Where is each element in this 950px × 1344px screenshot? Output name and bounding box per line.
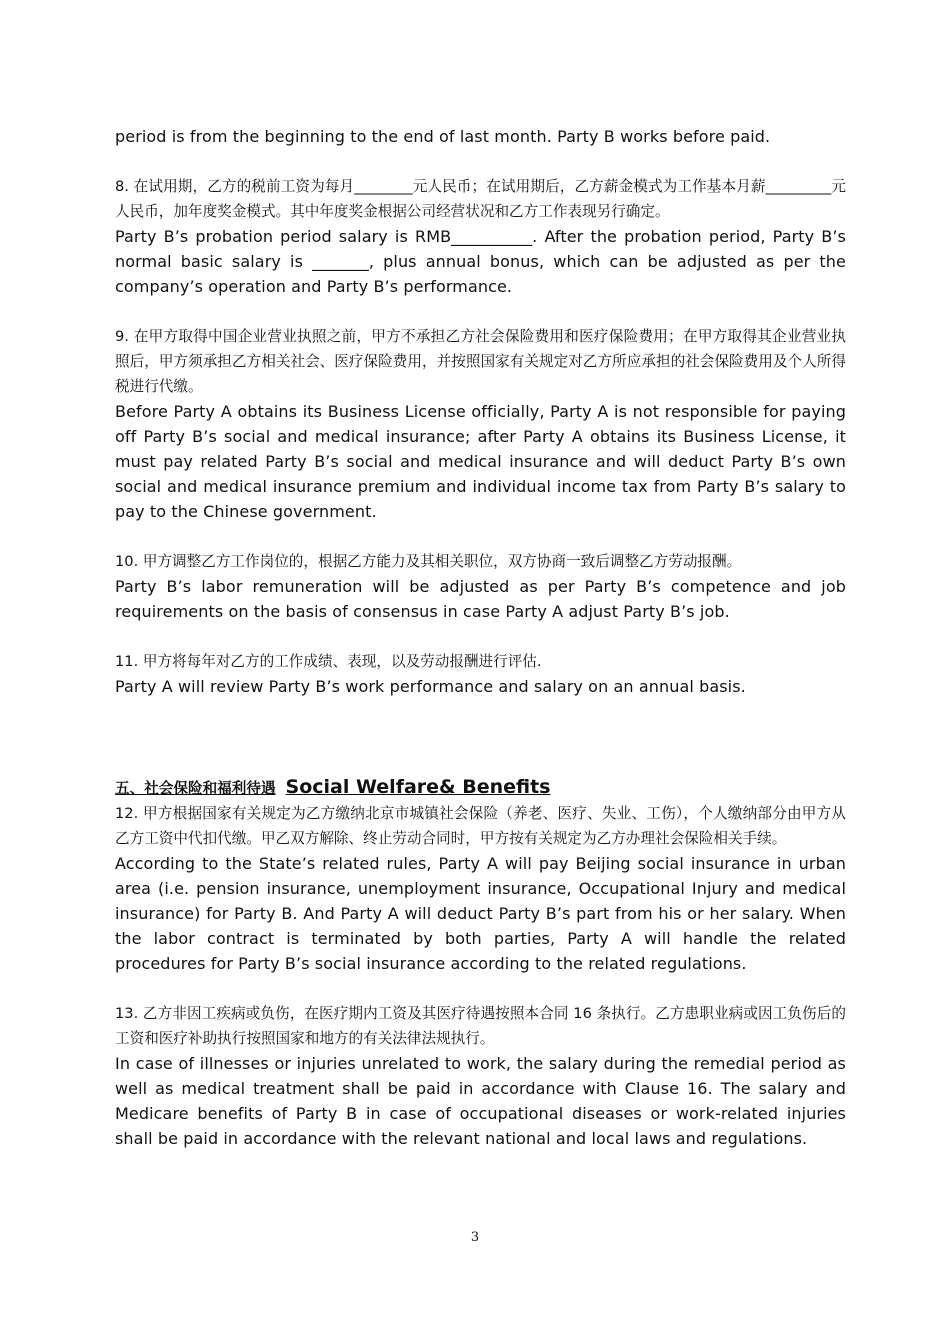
section-heading <box>115 775 846 801</box>
clause-11 <box>115 649 846 699</box>
clause-13-en: In case of illnesses or injuries unrelated to work, the salary during the remedial period as well as medical treatment shall be paid in accordance with Clause 16. The salary and Medicare benefits of Party B in case of occupational diseases or work-related injuries shall be paid in accordance with the relevant national and local laws and regulations. <box>115 1054 846 1148</box>
clause-11-en: Party A will review Party B’s work performance and salary on an annual basis. <box>115 677 746 696</box>
page-number: 3 <box>470 1230 480 1245</box>
clause-8 <box>115 174 846 299</box>
continuation-text: period is from the beginning to the end of last month. Party B works before paid. <box>115 127 771 146</box>
clause-8-en: Party B’s probation period salary is RMB__________. After the probation period, Party B’s normal basic salary is _______, plus annual bonus, which can be adjusted as per the company’s operation and Party B’s performance. <box>115 227 846 296</box>
clause-9-en: Before Party A obtains its Business License officially, Party A is not responsible for paying off Party B’s social and medical insurance; after Party A obtains its Business License, it must pay related Party B’s social and medical insurance and will deduct Party B’s own social and medical insurance premium and individual income tax from Party B’s salary to pay to the Chinese government. <box>115 402 846 521</box>
clause-12-zh: 12. 甲方根据国家有关规定为乙方缴纳北京市城镇社会保险（养老、医疗、失业、工伤），个人缴纳部分由甲方从乙方工资中代扣代缴。甲乙双方解除、终止劳动合同时，甲方按有关规定为乙方办理社会保险相关手续。 <box>115 805 846 847</box>
clause-9-zh: 9. 在甲方取得中国企业营业执照之前，甲方不承担乙方社会保险费用和医疗保险费用；在甲方取得其企业营业执照后，甲方须承担乙方相关社会、医疗保险费用，并按照国家有关规定对乙方所应承担的社会保险费用及个人所得税进行代缴。 <box>115 328 846 395</box>
clause-13-zh: 13. 乙方非因工疾病或负伤，在医疗期内工资及其医疗待遇按照本合同 16 条执行。乙方患职业病或因工负伤后的工资和医疗补助执行按照国家和地方的有关法律法规执行。 <box>115 1005 846 1047</box>
clause-8-zh: 8. 在试用期，乙方的税前工资为每月________元人民币；在试用期后，乙方薪金模式为工作基本月薪_________元人民币，加年度奖金模式。其中年度奖金根据公司经营状况和乙方工作表现另行确定。 <box>115 178 846 220</box>
clause-9 <box>115 324 846 524</box>
clause-10 <box>115 549 846 624</box>
clause-13 <box>115 1001 846 1151</box>
clause-10-zh: 10. 甲方调整乙方工作岗位的，根据乙方能力及其相关职位，双方协商一致后调整乙方劳动报酬。 <box>115 553 742 570</box>
clause-12-en: According to the State’s related rules, Party A will pay Beijing social insurance in urban area (i.e. pension insurance, unemployment insurance, Occupational Injury and medical insurance) for Party B. And Party A will deduct Party B’s part from his or her salary. When the labor contract is terminated by both parties, Party A will handle the related procedures for Party B’s social insurance according to the related regulations. <box>115 854 846 973</box>
clause-11-zh: 11. 甲方将每年对乙方的工作成绩、表现，以及劳动报酬进行评估. <box>115 653 542 670</box>
clause-12 <box>115 801 846 976</box>
section-heading-en: Social Welfare& Benefits <box>285 776 551 798</box>
page-body <box>115 124 846 1151</box>
section-heading-zh: 五、社会保险和福利待遇 <box>115 780 276 797</box>
clause-10-en: Party B’s labor remuneration will be adjusted as per Party B’s competence and job requirements on the basis of consensus in case Party A adjust Party B’s job. <box>115 577 846 621</box>
